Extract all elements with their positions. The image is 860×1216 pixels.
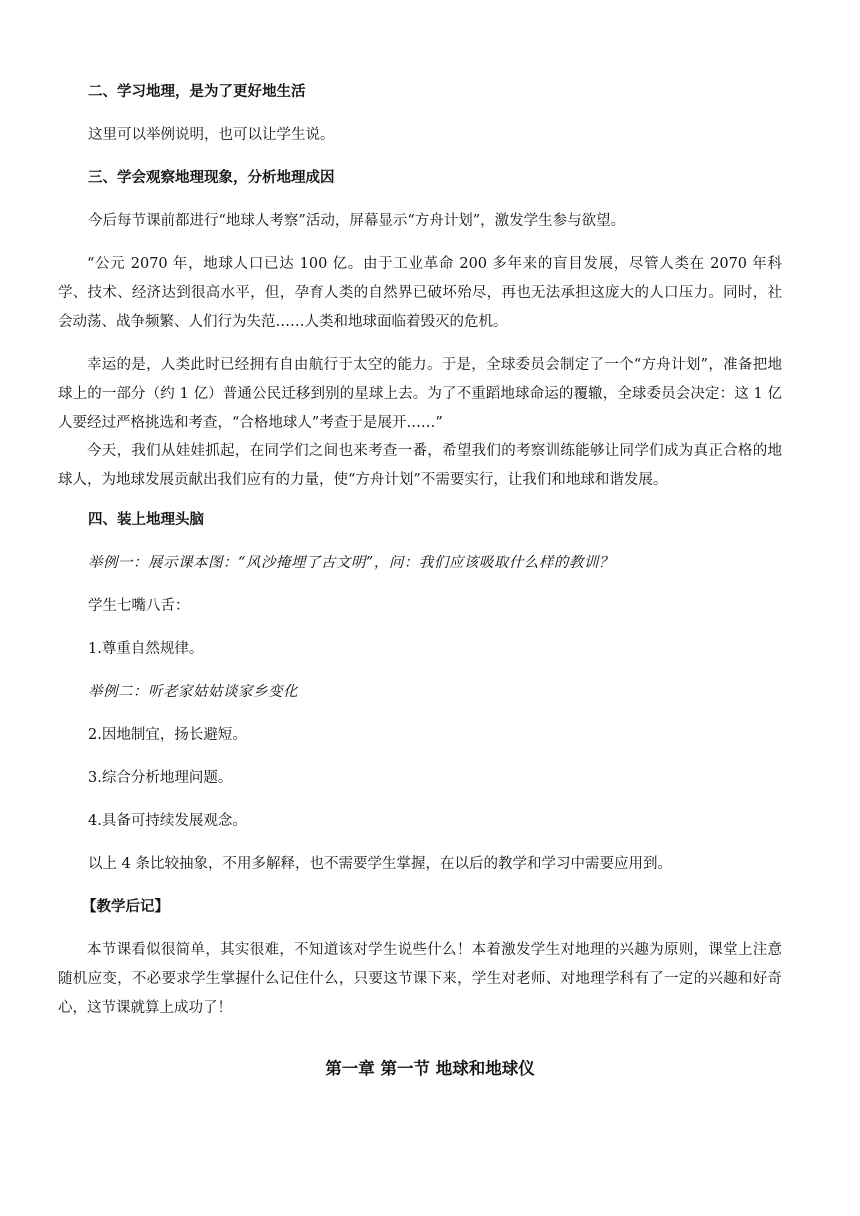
section-4-summary: 以上 4 条比较抽象，不用多解释，也不需要学生掌握，在以后的教学和学习中需要应用到。 (88, 856, 672, 872)
section-3-paragraph-2: “公元 2070 年，地球人口已达 100 亿。由于工业革命 200 多年来的盲目发展，尽管人类在 2070 年科学、技术、经济达到很高水平，但，孕育人类的自然界已破坏殆尽，再也无法承担这庞大的人口压力。同时，社会动荡、战争频繁、人们行为失范……人类和地球面临着毁灭的危机。 (58, 256, 782, 330)
list-item-3: 3.综合分析地理问题。 (88, 770, 233, 786)
list-item-2: 2.因地制宜，扬长避短。 (88, 727, 247, 743)
chapter-title: 第一章 第一节 地球和地球仪 (325, 1059, 535, 1078)
list-item-1: 1.尊重自然规律。 (88, 641, 204, 657)
postscript-heading: 【教学后记】 (82, 899, 169, 915)
example-1: 举例一：展示课本图：“风沙掩埋了古文明”，问：我们应该吸取什么样的教训？ (88, 555, 614, 571)
section-3-paragraph-3: 幸运的是，人类此时已经拥有自由航行于太空的能力。于是，全球委员会制定了一个“方舟计划”，准备把地球上的一部分（约 1 亿）普通公民迁移到别的星球上去。为了不重蹈地球命运的覆辙，全球委员会决定：这 1 亿人要经过严格挑选和考查，“合格地球人”考查于是展开……” (58, 357, 782, 431)
section-3-paragraph-4: 今天，我们从娃娃抓起，在同学们之间也来考查一番，希望我们的考察训练能够让同学们成为真正合格的地球人，为地球发展贡献出我们应有的力量，使“方舟计划”不需要实行，让我们和地球和谐发展。 (58, 443, 782, 488)
section-2-text: 这里可以举例说明，也可以让学生说。 (88, 127, 335, 143)
section-3-paragraph-1: 今后每节课前都进行“地球人考察”活动，屏幕显示“方舟计划”，激发学生参与欲望。 (88, 213, 626, 229)
section-heading-2: 二、学习地理，是为了更好地生活 (88, 84, 306, 100)
postscript-text: 本节课看似很简单，其实很难，不知道该对学生说些什么！本着激发学生对地理的兴趣为原则，课堂上注意随机应变，不必要求学生掌握什么记住什么，只要这节课下来，学生对老师、对地理学科有了一定的兴趣和好奇心，这节课就算上成功了！ (58, 942, 782, 1016)
list-item-4: 4.具备可持续发展观念。 (88, 813, 247, 829)
section-heading-4: 四、装上地理头脑 (88, 512, 204, 528)
example-2: 举例二：听老家姑姑谈家乡变化 (88, 684, 298, 700)
students-response: 学生七嘴八舌： (88, 598, 190, 614)
section-heading-3: 三、学会观察地理现象，分析地理成因 (88, 170, 335, 186)
